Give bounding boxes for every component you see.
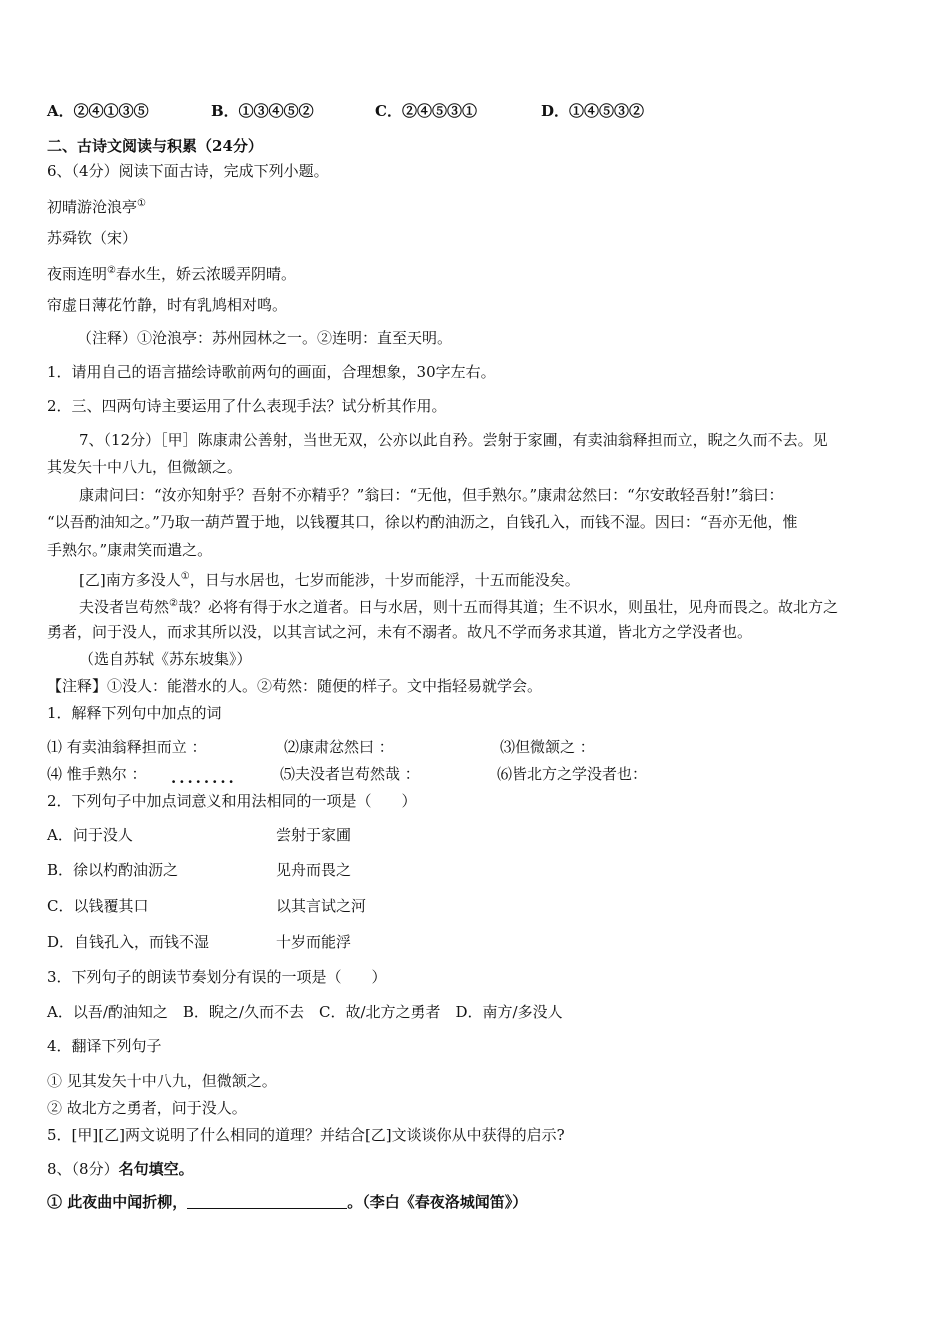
q8-item-1-source: 。（李白《春夜洛城闻笛》） bbox=[347, 1193, 528, 1211]
q7-word-5: ⑸夫没者岂苟然哉 ： bbox=[280, 765, 420, 783]
q7-para4-a: 夫没者岂苟然 bbox=[79, 598, 170, 616]
q7-sub4: 4．翻译下列句子 bbox=[47, 1037, 162, 1055]
q6-prompt: 6、（4分）阅读下面古诗，完成下列小题。 bbox=[47, 162, 329, 180]
q7-sub2-option-d-left: D．自钱孔入，而钱不湿 bbox=[47, 933, 210, 951]
q7-word-4: ⑷ 惟手熟尔 ： bbox=[47, 765, 147, 783]
q5-option-b: B．①③④⑤② bbox=[211, 102, 314, 120]
q5-option-c: C．②④⑤③① bbox=[375, 102, 477, 120]
q8-prompt-number: 8、（8分） bbox=[47, 1160, 119, 1178]
q7-sub2-option-a-left: A．问于没人 bbox=[47, 826, 133, 844]
q7-sub2-option-b-left: B．徐以杓酌油沥之 bbox=[47, 861, 179, 879]
q8-prompt-text: 名句填空。 bbox=[118, 1160, 194, 1178]
poem-line-1 bbox=[47, 261, 296, 284]
q7-translate-1: ① 见其发矢十中八九，但微颔之。 bbox=[47, 1072, 277, 1090]
q7-word-3: ⑶但微颔之 ： bbox=[500, 738, 595, 756]
poem-title-footnote: ① bbox=[137, 198, 146, 209]
q5-option-a: A．②④①③⑤ bbox=[47, 102, 149, 120]
q7-word-4-dots: ........ bbox=[171, 769, 237, 787]
q7-sub5: 5．[甲][乙]两文说明了什么相同的道理？并结合[乙]文谈谈你从中获得的启示? bbox=[47, 1126, 565, 1144]
q8-item-1-blank[interactable] bbox=[187, 1193, 347, 1209]
q7-para3-b: ，日与水居也，七岁而能涉，十岁而能浮，十五而能没矣。 bbox=[189, 571, 580, 589]
poem-author: 苏舜钦（宋） bbox=[47, 229, 138, 247]
q8-prompt bbox=[47, 1159, 194, 1179]
q8-item-1-text: ① 此夜曲中闻折柳， bbox=[47, 1193, 188, 1211]
poem-line-2: 帘虚日薄花竹静，时有乳鸠相对鸣。 bbox=[47, 296, 288, 314]
q7-word-1: ⑴ 有卖油翁释担而立 ： bbox=[47, 738, 207, 756]
q7-sub2-option-d-right: 十岁而能浮 bbox=[276, 933, 352, 951]
q5-options bbox=[47, 101, 644, 121]
q7-para2-line3: 手熟尔。”康肃笑而遣之。 bbox=[47, 541, 213, 559]
section2-title: 二、古诗文阅读与积累（24分） bbox=[47, 137, 263, 155]
q7-para4-line1 bbox=[79, 594, 838, 617]
q7-word-2: ⑵康肃忿然曰 ： bbox=[284, 738, 394, 756]
q7-para2-line2: “以吾酌油知之。”乃取一葫芦置于地，以钱覆其口，徐以杓酌油沥之，自钱孔入，而钱不湿。因曰：“吾亦无他，惟 bbox=[47, 513, 798, 531]
q7-para1-line1: 7、（12分）［甲］陈康肃公善射，当世无双，公亦以此自矜。尝射于家圃，有卖油翁释担而立，睨之久而不去。见 bbox=[79, 431, 828, 449]
q7-para3 bbox=[79, 567, 580, 590]
q7-para2-line1: 康肃问曰：“汝亦知射乎？吾射不亦精乎？”翁曰：“无他，但手熟尔。”康肃忿然曰：“尔安敢轻吾射!”翁曰： bbox=[79, 486, 784, 504]
q7-sub3-options: A．以吾/酌油知之 B．睨之/久而不去 C．故/北方之勇者 D．南方/多没人 bbox=[47, 1003, 563, 1021]
q7-para3-a: [乙]南方多没人 bbox=[79, 571, 181, 589]
poem-title bbox=[47, 194, 146, 217]
q6-sub1: 1．请用自己的语言描绘诗歌前两句的画面，合理想象，30字左右。 bbox=[47, 363, 496, 381]
poem-line-1-a: 夜雨连明 bbox=[47, 265, 108, 283]
q7-sub2: 2．下列句子中加点词意义和用法相同的一项是（ ） bbox=[47, 792, 417, 810]
q7-sub2-option-c-right: 以其言试之河 bbox=[276, 897, 367, 915]
q7-para1-line2: 其发矢十中八九，但微颔之。 bbox=[47, 458, 243, 476]
q7-translate-2: ② 故北方之勇者，问于没人。 bbox=[47, 1099, 247, 1117]
q7-sub2-option-b-right: 见舟而畏之 bbox=[276, 861, 352, 879]
q7-sub3: 3．下列句子的朗读节奏划分有误的一项是（ ） bbox=[47, 968, 387, 986]
q7-para4-line2: 勇者，问于没人，而求其所以没，以其言试之河，未有不溺者。故凡不学而务求其道，皆北方之学没者也。 bbox=[47, 623, 753, 641]
poem-notes: （注释）①沧浪亭：苏州园林之一。②连明：直至天明。 bbox=[77, 329, 453, 347]
poem-line-1-b: 春水生，娇云浓暖弄阴晴。 bbox=[115, 265, 296, 283]
q5-option-d: D．①④⑤③② bbox=[541, 102, 645, 120]
q7-source: （选自苏轼《苏东坡集》） bbox=[79, 650, 252, 668]
q7-sub2-option-c-left: C．以钱覆其口 bbox=[47, 897, 149, 915]
q7-sub2-option-a-right: 尝射于家圃 bbox=[276, 826, 352, 844]
q8-item-1 bbox=[47, 1192, 527, 1212]
q7-sub1: 1．解释下列句中加点的词 bbox=[47, 704, 222, 722]
q7-notes: 【注释】①没人：能潜水的人。②苟然：随便的样子。文中指轻易就学会。 bbox=[47, 677, 543, 695]
q7-para3-footnote: ① bbox=[180, 571, 190, 582]
q6-sub2: 2．三、四两句诗主要运用了什么表现手法？试分析其作用。 bbox=[47, 397, 447, 415]
poem-title-text: 初晴游沧浪亭 bbox=[47, 198, 138, 216]
q7-word-6: ⑹皆北方之学没者也： bbox=[497, 765, 648, 783]
q7-para4-b: 哉？必将有得于水之道者。日与水居，则十五而得其道；生不识水，则虽壮，见舟而畏之。故北方之 bbox=[177, 598, 838, 616]
poem-line-1-footnote: ② bbox=[107, 265, 116, 276]
q7-para4-footnote: ② bbox=[169, 598, 178, 609]
